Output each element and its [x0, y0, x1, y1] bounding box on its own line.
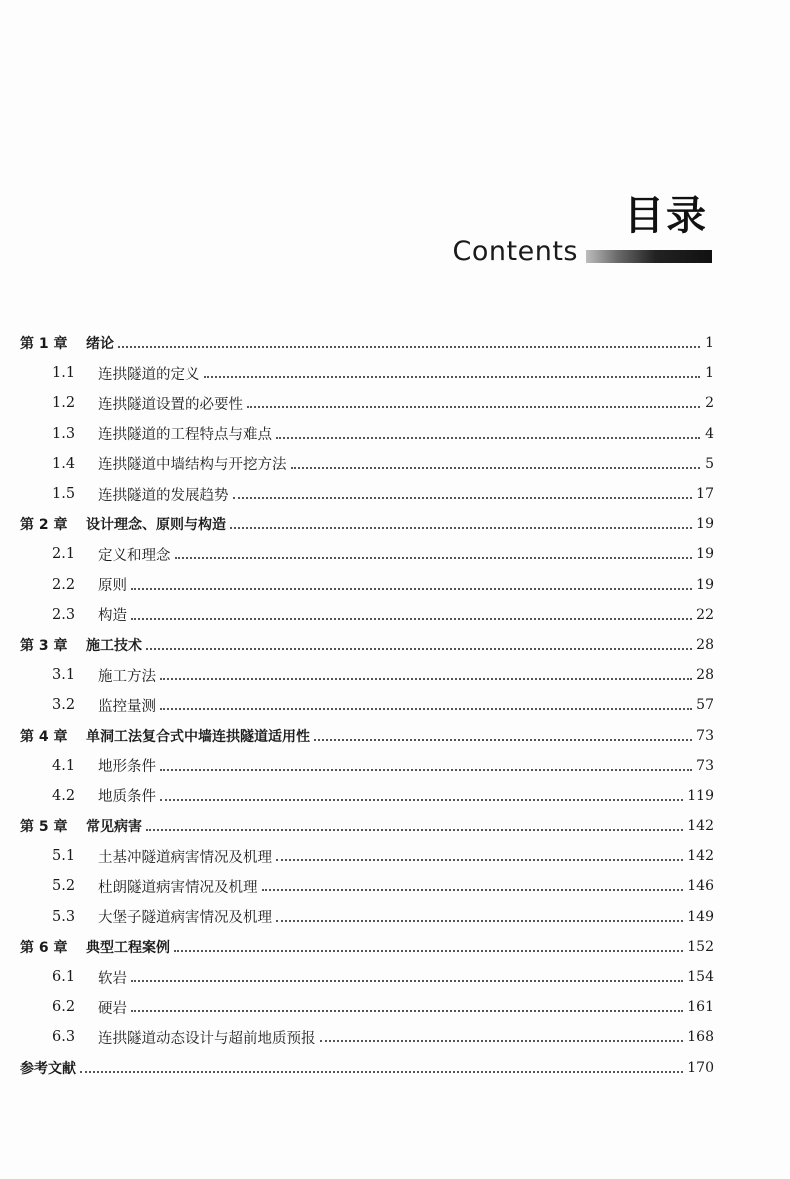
- toc-chapter-row: [20, 720, 714, 750]
- toc-page-number: 170: [687, 1059, 714, 1076]
- toc-entry-number: 3.2: [52, 697, 76, 714]
- toc-entry-number: 4.2: [52, 787, 76, 804]
- toc-entry-number: 5.3: [52, 908, 76, 925]
- toc-entry-title: 连拱隧道中墙结构与开挖方法: [98, 457, 287, 474]
- toc-entry-number: 5.2: [52, 878, 76, 895]
- toc-page-number: 17: [696, 486, 714, 503]
- dot-leader: [131, 980, 683, 982]
- toc-entry-title: 地形条件: [98, 759, 156, 776]
- toc-section-row: [20, 962, 714, 992]
- toc-entry-title: 连拱隧道的工程特点与难点: [98, 427, 272, 444]
- toc-page-number: 73: [696, 757, 714, 774]
- toc-entry-title: 杜朗隧道病害情况及机理: [98, 879, 258, 896]
- toc-page-number: 149: [687, 908, 714, 925]
- page-title: 目录: [624, 193, 708, 239]
- toc-entry-title: 参考文献: [20, 1060, 76, 1077]
- toc-entry-number: 第 1 章: [20, 336, 68, 353]
- toc-entry-title: 单洞工法复合式中墙连拱隧道适用性: [86, 728, 310, 745]
- toc-entry-number: 第 6 章: [20, 939, 68, 956]
- toc-entry-number: 6.3: [52, 1029, 76, 1046]
- toc-section-row: [20, 539, 714, 569]
- toc-entry-title: 连拱隧道的定义: [98, 366, 200, 383]
- toc-section-row: [20, 449, 714, 479]
- toc-section-row: [20, 690, 714, 720]
- dot-leader: [247, 406, 700, 408]
- toc-entry-title: 施工技术: [86, 637, 142, 654]
- toc-chapter-row: [20, 509, 714, 539]
- dot-leader: [276, 437, 700, 439]
- toc-section-row: [20, 781, 714, 811]
- toc-entry-title: 大堡子隧道病害情况及机理: [98, 910, 272, 927]
- toc-entry-number: 1.2: [52, 395, 76, 412]
- toc-entry-title: 设计理念、原则与构造: [86, 517, 226, 534]
- dot-leader: [174, 950, 683, 952]
- dot-leader: [204, 376, 701, 378]
- toc-chapter-row: [20, 328, 714, 358]
- toc-section-row: [20, 992, 714, 1022]
- toc-entry-title: 定义和理念: [98, 547, 171, 564]
- toc-entry-title: 典型工程案例: [86, 939, 170, 956]
- toc-entry-title: 连拱隧道动态设计与超前地质预报: [98, 1030, 316, 1047]
- toc-entry-title: 监控量测: [98, 698, 156, 715]
- dot-leader: [230, 527, 692, 529]
- toc-entry-number: 第 5 章: [20, 819, 68, 836]
- toc-page-number: 28: [696, 667, 714, 684]
- dot-leader: [160, 708, 692, 710]
- dot-leader: [80, 1071, 683, 1073]
- dot-leader: [131, 1010, 683, 1012]
- dot-leader: [160, 799, 683, 801]
- toc-page-number: 1: [705, 335, 714, 352]
- toc-section-row: [20, 1022, 714, 1052]
- dot-leader: [233, 497, 693, 499]
- toc-page-number: 142: [687, 848, 714, 865]
- toc-entry-title: 原则: [98, 578, 127, 595]
- toc-entry-number: 1.3: [52, 425, 76, 442]
- toc-page-number: 57: [696, 697, 714, 714]
- toc-entry-title: 连拱隧道设置的必要性: [98, 396, 243, 413]
- toc-section-row: [20, 841, 714, 871]
- dot-leader: [314, 739, 692, 741]
- toc-section-row: [20, 419, 714, 449]
- dot-leader: [131, 618, 692, 620]
- toc-page-number: 119: [687, 787, 714, 804]
- toc-entry-number: 2.3: [52, 606, 76, 623]
- toc-entry-title: 土基冲隧道病害情况及机理: [98, 849, 272, 866]
- toc-chapter-row: [20, 932, 714, 962]
- toc-page-number: 154: [687, 969, 714, 986]
- toc-entry-number: 4.1: [52, 757, 76, 774]
- dot-leader: [146, 648, 692, 650]
- dot-leader: [276, 920, 683, 922]
- toc-entry-number: 2.1: [52, 546, 76, 563]
- toc-page-number: 19: [696, 546, 714, 563]
- dot-leader: [291, 467, 701, 469]
- toc-section-row: [20, 570, 714, 600]
- toc-entry-number: 1.5: [52, 486, 76, 503]
- toc-entry-number: 6.2: [52, 999, 76, 1016]
- toc-entry-number: 第 2 章: [20, 517, 68, 534]
- toc-page-number: 19: [696, 516, 714, 533]
- dot-leader: [118, 346, 700, 348]
- dot-leader: [262, 889, 684, 891]
- dot-leader: [276, 859, 683, 861]
- toc-entry-number: 6.1: [52, 969, 76, 986]
- toc-section-row: [20, 358, 714, 388]
- toc-section-row: [20, 902, 714, 932]
- toc-entry-title: 常见病害: [86, 819, 142, 836]
- dot-leader: [146, 829, 683, 831]
- toc-entry-title: 硬岩: [98, 1000, 127, 1017]
- toc-page-number: 168: [687, 1029, 714, 1046]
- table-of-contents: [20, 328, 714, 1083]
- toc-page-number: 22: [696, 606, 714, 623]
- toc-entry-title: 软岩: [98, 970, 127, 987]
- toc-entry-number: 第 3 章: [20, 637, 68, 654]
- toc-section-row: [20, 600, 714, 630]
- toc-entry-title: 绪论: [86, 336, 114, 353]
- toc-page-number: 152: [687, 938, 714, 955]
- toc-entry-number: 1.4: [52, 455, 76, 472]
- dot-leader: [160, 678, 692, 680]
- subtitle-row: [453, 235, 712, 269]
- toc-page-number: 19: [696, 576, 714, 593]
- dot-leader: [160, 769, 692, 771]
- dot-leader: [175, 557, 693, 559]
- toc-entry-number: 5.1: [52, 848, 76, 865]
- toc-page-number: 1: [705, 365, 714, 382]
- toc-page-number: 5: [705, 455, 714, 472]
- dot-leader: [320, 1040, 684, 1042]
- toc-entry-number: 2.2: [52, 576, 76, 593]
- toc-entry-title: 地质条件: [98, 789, 156, 806]
- toc-entry-number: 第 4 章: [20, 728, 68, 745]
- dot-leader: [131, 588, 692, 590]
- toc-entry-number: 3.1: [52, 667, 76, 684]
- toc-page-number: 28: [696, 636, 714, 653]
- toc-section-row: [20, 871, 714, 901]
- toc-entry-title: 连拱隧道的发展趋势: [98, 487, 229, 504]
- toc-section-row: [20, 660, 714, 690]
- toc-section-row: [20, 388, 714, 418]
- toc-chapter-row: [20, 811, 714, 841]
- toc-section-row: [20, 751, 714, 781]
- toc-chapter-row: [20, 630, 714, 660]
- toc-page-number: 146: [687, 878, 714, 895]
- toc-entry-number: 1.1: [52, 365, 76, 382]
- toc-page-number: 142: [687, 818, 714, 835]
- toc-page-number: 73: [696, 727, 714, 744]
- decorative-bar: [586, 250, 712, 263]
- toc-page-number: 2: [705, 395, 714, 412]
- toc-chapter-row: [20, 1053, 714, 1083]
- toc-entry-title: 施工方法: [98, 668, 156, 685]
- toc-page-number: 4: [705, 425, 714, 442]
- toc-page-number: 161: [687, 999, 714, 1016]
- toc-entry-title: 构造: [98, 608, 127, 625]
- page-subtitle: Contents: [452, 236, 578, 267]
- toc-section-row: [20, 479, 714, 509]
